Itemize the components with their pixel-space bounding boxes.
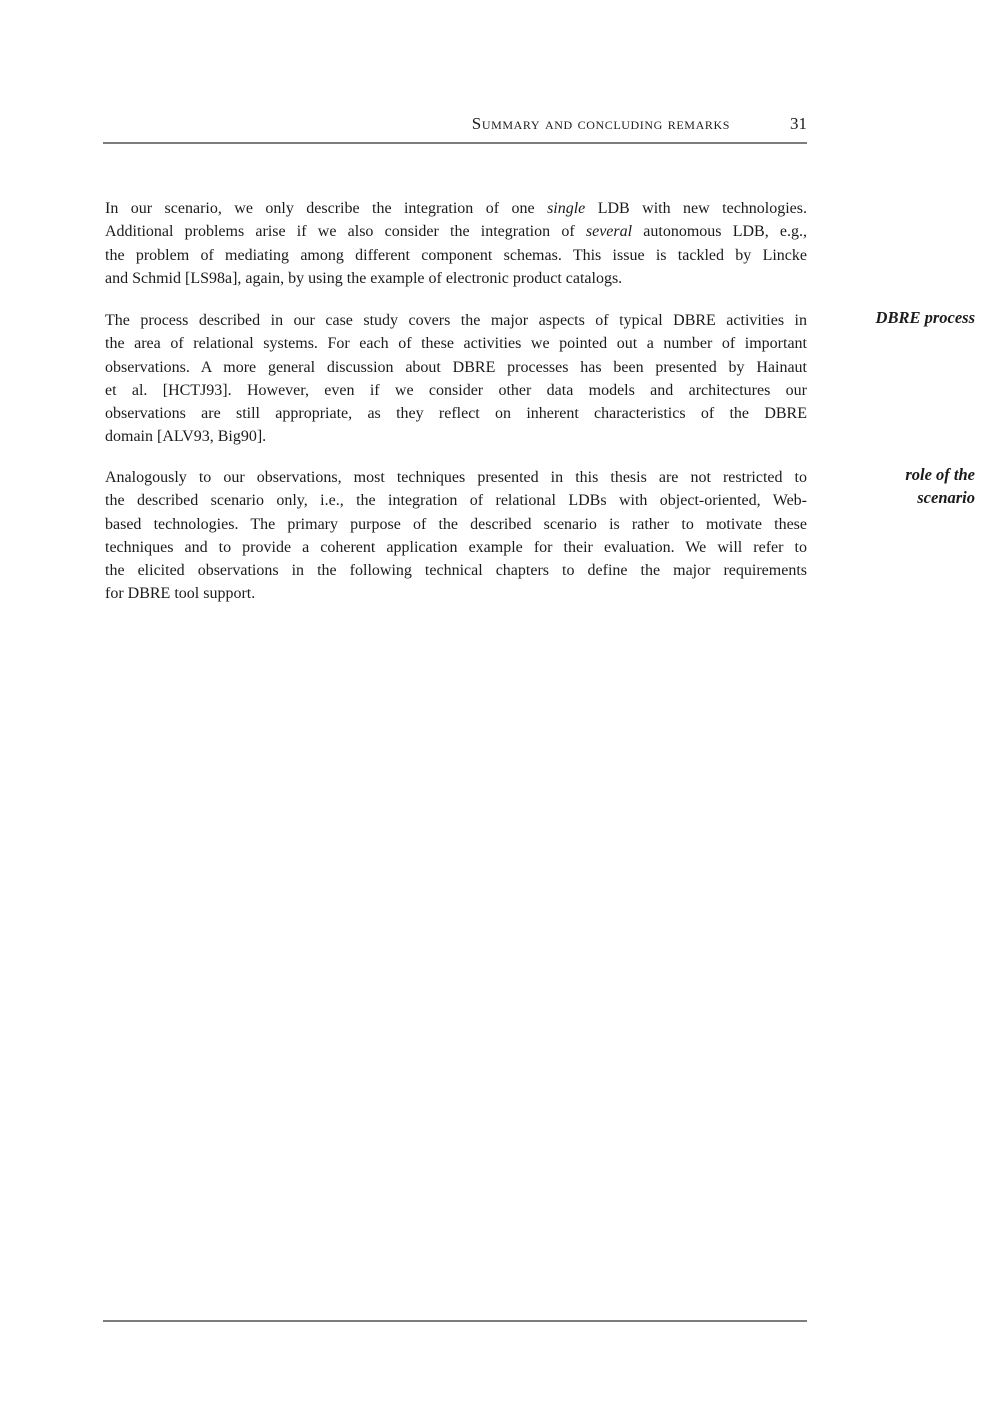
body-line: and Schmid [LS98a], again, by using the example of electronic product catalogs. [105,269,623,287]
paragraph-dbre-process [105,309,807,449]
body-line: the problem of mediating among different component schemas. This issue is tackled by Lincke [105,246,807,264]
page-number: 31 [790,114,807,133]
running-header [105,114,807,134]
body-line: for DBRE tool support. [105,585,256,603]
body-line: domain [ALV93, Big90]. [105,428,267,446]
body-line: Additional problems arise if we also consider the integration of several autonomous LDB, e.g., [105,223,808,241]
margin-note-line: role of the [905,465,975,484]
body-line: based technologies. The primary purpose of the described scenario is rather to motivate these [105,515,807,533]
body-line: observations. A more general discussion about DBRE processes has been presented by Hainaut [105,358,807,376]
paragraph-role-of-scenario [105,466,807,606]
body-line: In our scenario, we only describe the integration of one single LDB with new technologies. [105,200,808,217]
margin-note-line: scenario [917,488,975,508]
body-line: Analogously to our observations, most techniques presented in this thesis are not restricted to [105,469,807,486]
body-line: The process described in our case study covers the major aspects of typical DBRE activities in [105,312,807,329]
margin-note-line: DBRE process [875,308,975,327]
margin-note-role-of-the-scenario [815,463,975,510]
body-line: observations are still appropriate, as they reflect on inherent characteristics of the DBRE [105,405,807,423]
body-line: the area of relational systems. For each of these activities we pointed out a number of important [105,335,807,353]
body-line: the elicited observations in the following technical chapters to define the major requirements [105,562,807,580]
body-line: techniques and to provide a coherent application example for their evaluation. We will refer to [105,538,807,556]
body-line: the described scenario only, i.e., the integration of relational LDBs with object-oriented, Web- [105,492,807,510]
header-rule [103,142,807,144]
paragraph-scenario-integration [105,197,807,290]
running-header-title: Summary and concluding remarks [471,114,730,133]
footer-rule [103,1320,807,1322]
body-line: et al. [HCTJ93]. However, even if we consider other data models and architectures our [105,381,807,399]
margin-note-dbre-process [815,306,975,329]
